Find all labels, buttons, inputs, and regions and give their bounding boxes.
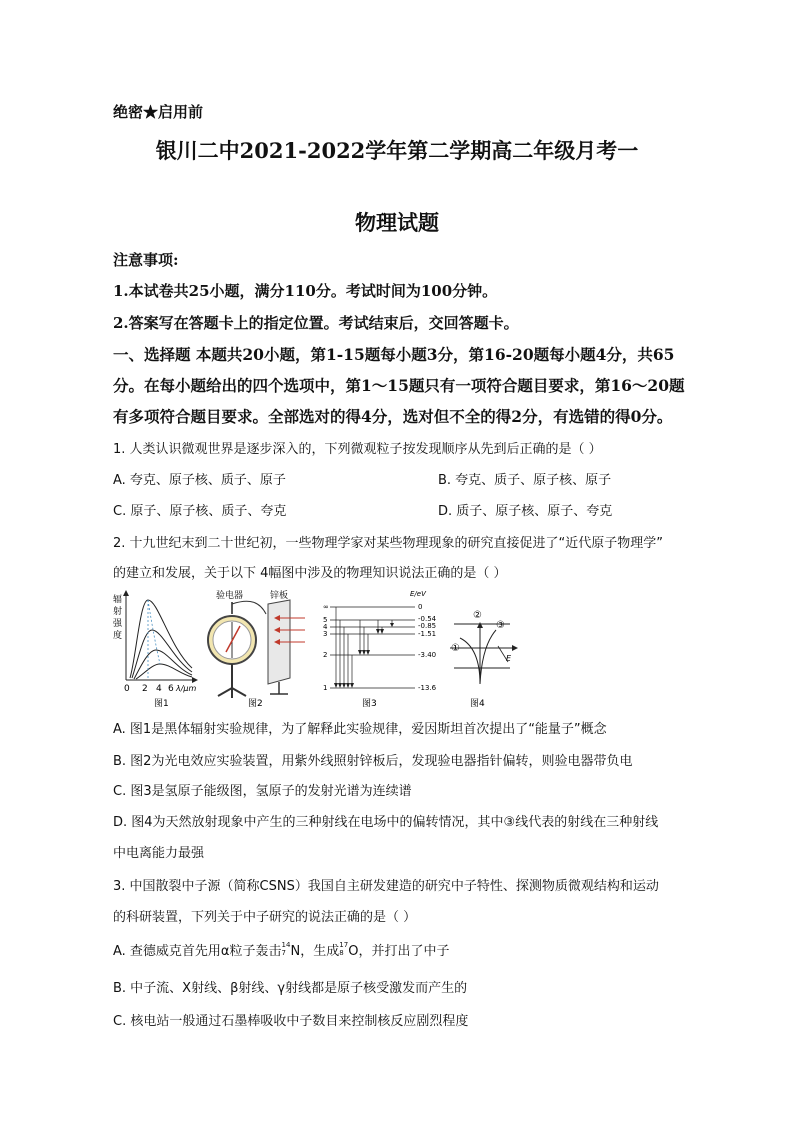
oxygen-mass: 17 (339, 941, 349, 949)
fig1-y-arrow (123, 590, 129, 596)
fig1-curve-1 (130, 600, 192, 678)
question-1-option-a: A. 夸克、原子核、质子、原子 (113, 473, 286, 488)
fig4-field-label: E (506, 654, 512, 663)
fig2-wire (232, 601, 266, 614)
notice-heading: 注意事项: (113, 251, 179, 269)
question-3-option-b: B. 中子流、X射线、β射线、γ射线都是原子核受激发而产生的 (113, 981, 468, 996)
notice-item-1: 1.本试卷共25小题，满分110分。考试时间为100分钟。 (113, 282, 498, 300)
oxygen-atomic: 8 (339, 949, 344, 957)
fig4-label-1: ① (451, 643, 460, 654)
question-1-option-c: C. 原子、原子核、质子、夸克 (113, 504, 287, 519)
fig3-n-inf: ∞ (323, 603, 329, 611)
q3-option-a-suffix: O，并打出了中子 (348, 944, 450, 959)
fig1-curve-2 (132, 630, 192, 678)
question-1-stem: 1. 人类认识微观世界是逐步深入的，下列微观粒子按发现顺序从先到后正确的是（ ） (113, 442, 602, 457)
question-2-stem-line-1: 2. 十九世纪末到二十世纪初，一些物理学家对某些物理现象的研究直接促进了“近代原子物理学” (113, 536, 664, 551)
fig2-caption: 图2 (248, 699, 263, 709)
fig1-x-arrow (192, 677, 198, 683)
figure-2-photoelectric (208, 589, 305, 709)
fig1-curve-4 (136, 664, 192, 679)
question-1-option-d: D. 质子、原子核、原子、夸克 (438, 504, 613, 519)
notice-item-2: 2.答案写在答题卡上的指定位置。考试结束后，交回答题卡。 (113, 314, 519, 332)
question-2-stem-line-2: 的建立和发展，关于以下 4幅图中涉及的物理知识说法正确的是（ ） (113, 566, 507, 581)
section-instruction-line-1: 一、选择题 本题共20小题，第1-15题每小题3分，第16-20题每小题4分，共65 (113, 345, 675, 364)
question-3-stem-line-1: 3. 中国散裂中子源（简称CSNS）我国自主研发建造的研究中子特性、探测物质微观结构和运动 (113, 879, 659, 894)
fig4-ray-2-arrow (477, 622, 483, 628)
exam-title: 银川二中2021-2022学年第二学期高二年级月考一 (155, 138, 639, 163)
fig3-unit: E/eV (410, 590, 426, 598)
figure-3-energy-levels (323, 590, 437, 709)
fig3-transitions (336, 607, 392, 686)
fig4-label-3: ③ (496, 620, 505, 631)
exam-subject: 物理试题 (355, 210, 439, 235)
fig3-e-5: -0.54 (418, 615, 437, 623)
fig1-ylabel-4: 度 (113, 631, 123, 641)
section-instruction-line-2: 分。在每小题给出的四个选项中，第1～15题只有一项符合题目要求，第16～20题 (113, 376, 685, 395)
fig1-wien-line (148, 600, 160, 664)
question-2-option-d: D. 图4为天然放射现象中产生的三种射线在电场中的偏转情况，其中③线代表的射线在三种射线 (113, 815, 659, 830)
fig1-ylabel-2: 射 (113, 607, 123, 617)
fig2-tripod (218, 688, 246, 698)
question-3-option-a (113, 940, 449, 959)
fig1-xtick-2: 2 (142, 684, 148, 694)
figure-1-blackbody (113, 590, 198, 709)
fig1-ylabel-1: 辐 (113, 595, 123, 605)
fig4-caption: 图4 (470, 699, 485, 709)
fig1-caption: 图1 (154, 699, 169, 709)
fig4-label-2: ② (473, 610, 482, 621)
fig3-n-1: 1 (323, 684, 328, 692)
nitrogen-isotope (282, 943, 291, 957)
nitrogen-mass: 14 (281, 941, 291, 949)
fig1-xtick-6: 6 (168, 684, 174, 694)
fig1-xtick-0: 0 (124, 684, 130, 694)
confidential-mark: 绝密★启用前 (113, 103, 204, 121)
question-2-figures (110, 588, 530, 710)
q3-option-a-mid: N，生成 (290, 944, 340, 959)
fig2-label-electroscope: 验电器 (216, 591, 244, 601)
fig3-e-1: -13.6 (418, 684, 437, 692)
question-3-option-c: C. 核电站一般通过石墨棒吸收中子数目来控制核反应剧烈程度 (113, 1014, 469, 1029)
fig3-e-3: -1.51 (418, 630, 437, 638)
oxygen-isotope (339, 943, 348, 957)
question-2-option-c: C. 图3是氢原子能级图，氢原子的发射光谱为连续谱 (113, 784, 412, 799)
fig3-e-4: -0.85 (418, 622, 437, 630)
nitrogen-atomic: 7 (281, 949, 286, 957)
fig2-label-zinc: 锌板 (270, 591, 289, 601)
fig3-n-5: 5 (323, 616, 328, 624)
question-2-option-a: A. 图1是黑体辐射实验规律，为了解释此实验规律，爱因斯坦首次提出了“能量子”概念 (113, 722, 607, 737)
fig1-xunit: λ/μm (176, 684, 197, 693)
fig3-e-2: -3.40 (418, 651, 437, 659)
q3-option-a-prefix: A. 查德威克首先用α粒子轰击 (113, 944, 282, 959)
section-instruction-line-3: 有多项符合题目要求。全部选对的得4分，选对但不全的得2分，有选错的得0分。 (113, 407, 673, 426)
fig1-ylabel-3: 强 (113, 619, 123, 629)
fig4-ray-3 (480, 630, 496, 684)
fig3-n-2: 2 (323, 651, 328, 659)
fig1-xtick-4: 4 (156, 684, 162, 694)
question-2-option-b: B. 图2为光电效应实验装置，用紫外线照射锌板后，发现验电器指针偏转，则验电器带负电 (113, 754, 633, 769)
fig3-n-4: 4 (323, 623, 328, 631)
fig3-n-3: 3 (323, 630, 328, 638)
figure-4-radiation (450, 610, 518, 709)
fig3-caption: 图3 (362, 699, 377, 709)
question-3-stem-line-2: 的科研装置，下列关于中子研究的说法正确的是（ ） (113, 910, 417, 925)
fig4-ray-1 (460, 638, 480, 684)
question-1-option-b: B. 夸克、质子、原子核、原子 (438, 473, 612, 488)
fig3-e-inf: 0 (418, 603, 423, 611)
fig4-axis-arrow (512, 645, 518, 651)
question-2-option-d-cont: 中电离能力最强 (113, 846, 205, 861)
